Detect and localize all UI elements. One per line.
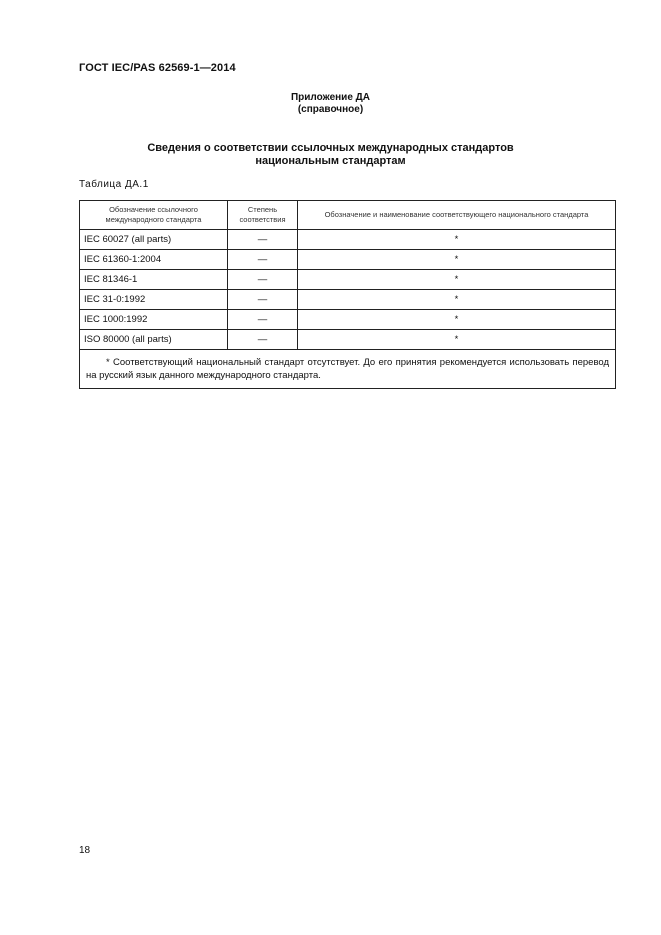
table-row (80, 290, 616, 310)
table-row (80, 270, 616, 290)
cell-ref-standard: ISO 80000 (all parts) (80, 330, 228, 350)
document-code: ГОСТ IEC/PAS 62569-1—2014 (79, 62, 236, 74)
header-ref-standard: Обозначение ссылочного международного стандарта (80, 201, 228, 230)
table-header-row (80, 201, 616, 230)
annex-heading (0, 92, 661, 116)
cell-degree: — (228, 250, 298, 270)
annex-label: Приложение ДА (290, 92, 371, 103)
cell-degree: — (228, 290, 298, 310)
cell-degree: — (228, 310, 298, 330)
cell-national-standard: * (298, 250, 616, 270)
table-caption: Таблица ДА.1 (79, 179, 149, 190)
page-number: 18 (79, 845, 91, 856)
cell-national-standard: * (298, 290, 616, 310)
annex-type: (справочное) (297, 104, 364, 115)
cell-degree: — (228, 230, 298, 250)
cell-national-standard: * (298, 230, 616, 250)
table-footnote-row (80, 350, 616, 389)
table-footnote: * Соответствующий национальный стандарт отсутствует. До его принятия рекомендуется использовать перевод на русский язык данного международного стандарта. (80, 350, 616, 389)
cell-ref-standard: IEC 81346-1 (80, 270, 228, 290)
cell-ref-standard: IEC 60027 (all parts) (80, 230, 228, 250)
header-degree: Степень соответствия (228, 201, 298, 230)
table-row (80, 310, 616, 330)
table-row (80, 330, 616, 350)
annex-title-line2: национальным стандартам (255, 155, 406, 167)
header-national-standard: Обозначение и наименование соответствующего национального стандарта (298, 201, 616, 230)
cell-ref-standard: IEC 1000:1992 (80, 310, 228, 330)
table-row (80, 230, 616, 250)
annex-title-line1: Сведения о соответствии ссылочных международных стандартов (147, 142, 514, 154)
cell-ref-standard: IEC 61360-1:2004 (80, 250, 228, 270)
table-row (80, 250, 616, 270)
cell-national-standard: * (298, 310, 616, 330)
annex-title (0, 142, 661, 168)
reference-standards-table (79, 200, 616, 389)
cell-national-standard: * (298, 330, 616, 350)
cell-degree: — (228, 270, 298, 290)
cell-degree: — (228, 330, 298, 350)
cell-national-standard: * (298, 270, 616, 290)
cell-ref-standard: IEC 31-0:1992 (80, 290, 228, 310)
